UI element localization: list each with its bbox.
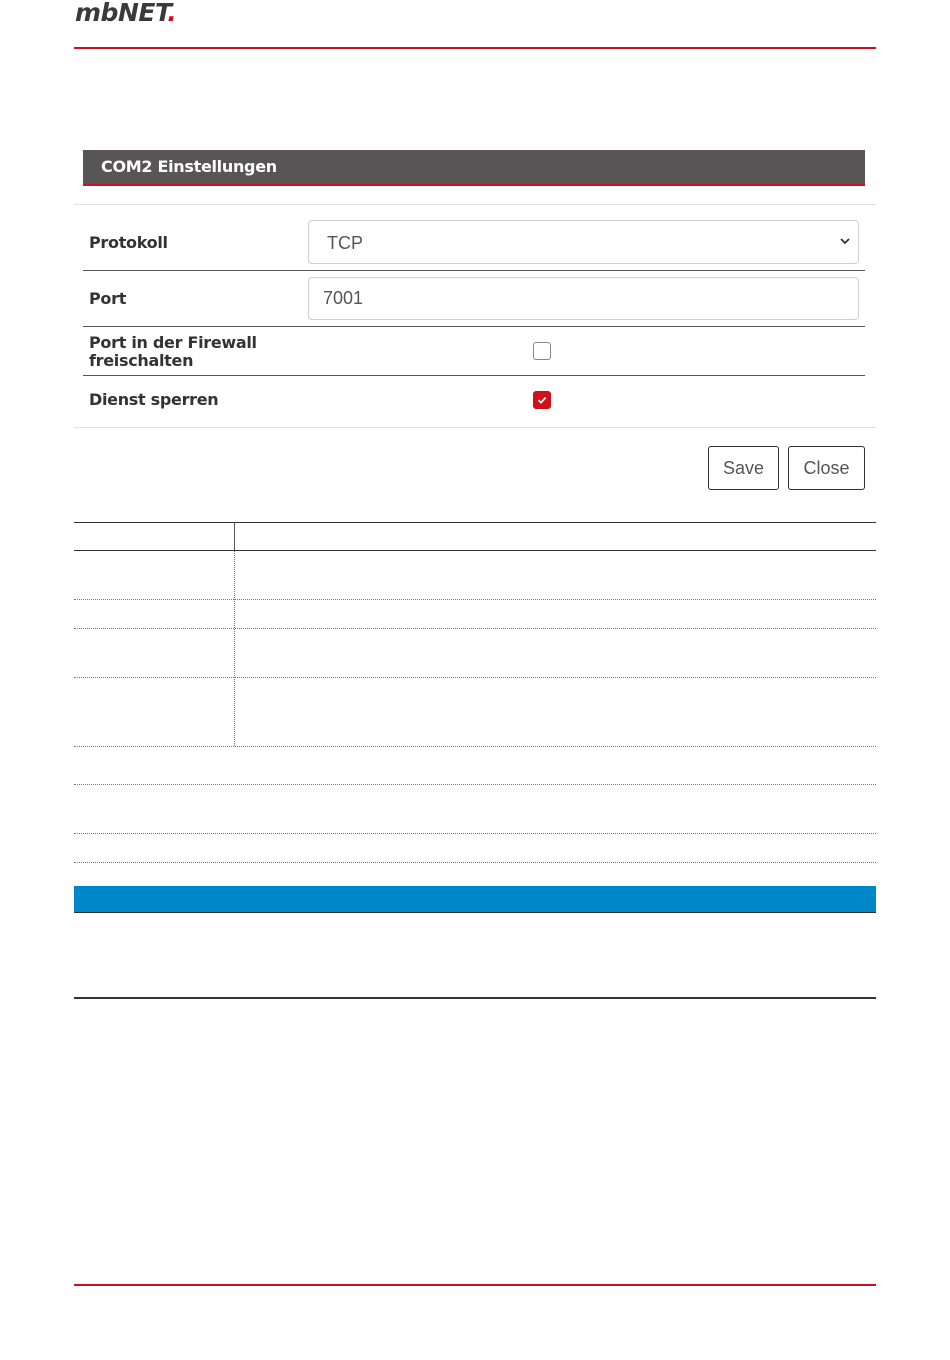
logo-dot: . [167,0,177,27]
disable-service-label: Dienst sperren [89,390,219,409]
table-row-divider [74,677,876,678]
panel-title: COM2 Einstellungen [83,150,865,186]
form-bottom-divider [74,427,876,428]
save-button[interactable]: Save [708,446,779,490]
note-header-border [74,912,876,913]
form-top-divider [74,204,876,205]
close-button[interactable]: Close [788,446,865,490]
table-row-divider [74,628,876,629]
mbnet-logo [75,0,176,30]
firewall-label [89,334,257,370]
table-row-divider [74,862,876,863]
port-input-value: 7001 [323,288,364,308]
logo-text: mbNET [75,0,168,27]
firewall-label-line1: Port in der Firewall [89,333,257,352]
table-row-divider [74,784,876,785]
protocol-select[interactable] [308,220,859,264]
table-row-divider [74,599,876,600]
table-row-divider [74,746,876,747]
table-row-divider [74,833,876,834]
row-divider [83,326,865,327]
table-column-divider [234,522,235,550]
protocol-select-value: TCP [327,233,363,253]
port-label: Port [89,289,127,308]
protocol-label: Protokoll [89,233,168,252]
row-divider [83,270,865,271]
firewall-label-line2: freischalten [89,351,194,370]
header-divider [74,47,876,49]
checkmark-icon [536,394,548,406]
row-divider [83,375,865,376]
note-bottom-border [74,997,876,999]
table-column-divider [234,551,235,746]
table-top-border [74,522,876,523]
chevron-down-icon [838,233,852,249]
footer-divider [74,1284,876,1286]
port-input[interactable] [308,277,859,320]
note-header-bar [74,886,876,912]
table-header-border [74,550,876,551]
firewall-checkbox[interactable] [533,342,551,360]
disable-service-checkbox[interactable] [533,391,551,409]
